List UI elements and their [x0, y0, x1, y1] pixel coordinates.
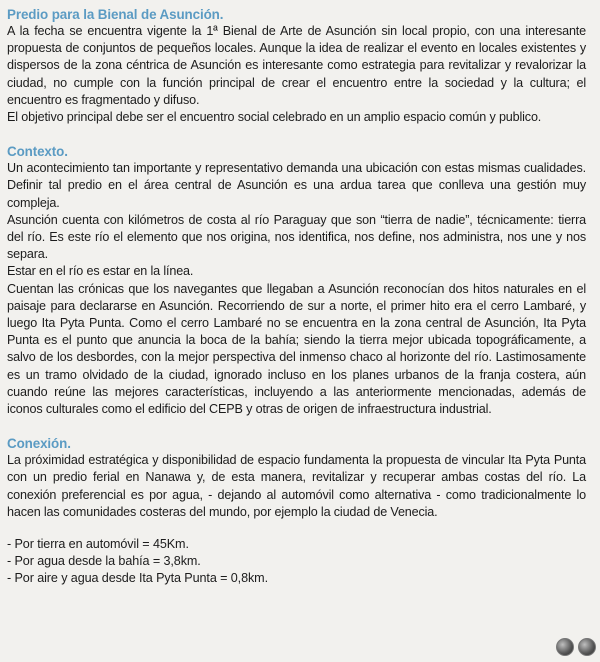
section-heading-contexto: Contexto. — [7, 144, 68, 160]
seal-icon — [578, 638, 596, 656]
paragraph: Asunción cuenta con kilómetros de costa al río Paraguay que son “tierra de nadie”, técnicamente: tierra del río. Es este río el elemento que nos origina, nos identifica, nos define, nos administra, nos une y nos separa. — [7, 212, 586, 262]
section-heading-bienal: Predio para la Bienal de Asunción. — [7, 7, 224, 22]
list-item: - Por agua desde la bahía = 3,8km. — [7, 554, 201, 569]
corner-badges — [556, 638, 596, 656]
paragraph: Un acontecimiento tan importante y representativo demanda una ubicación con estas mismas cualidades. Definir tal predio en el área central de Asunción es una ardua tarea que conlleva una gestión muy compleja. — [7, 161, 586, 210]
list-item: - Por aire y agua desde Ita Pyta Punta = 0,8km. — [7, 571, 268, 586]
seal-icon — [556, 638, 574, 656]
distance-list — [7, 536, 586, 588]
paragraph: Estar en el río es estar en la línea. — [7, 264, 194, 279]
paragraph: A la fecha se encuentra vigente la 1ª Bienal de Arte de Asunción sin local propio, con una interesante propuesta de conjuntos de pequeños locales. Aunque la idea de realizar el evento en locales existentes y dispersos de la zona céntrica de Asunción es interesante como estrategia para revitalizar y revalorizar la ciudad, no cumple con la función principal de crear el encuentro entre la sociedad y la cultura; el encuentro es fragmentado y difuso. — [7, 24, 586, 107]
list-item: - Por tierra en automóvil = 45Km. — [7, 537, 189, 552]
paragraph: El objetivo principal debe ser el encuentro social celebrado en un amplio espacio común y publico. — [7, 110, 542, 125]
section-heading-conexion: Conexión. — [7, 436, 71, 452]
paragraph: Cuentan las crónicas que los navegantes que llegaban a Asunción reconocían dos hitos naturales en el paisaje para declararse en Asunción. Recorriendo de sur a norte, el primer hito era el cerro Lambaré, y luego Ita Pyta Punta. Como el cerro Lambaré no se encuentra en la zona central de Asunción, Ita Pyta Punta es el punto que anuncia la boca de la bahía; siendo la tierra mejor ubicada topográficamente, a salvo de los desbordes, con la mejor perspectiva del inmenso chaco al horizonte del río. Lastimosamente es un tramo olvidado de la ciudad, ignorado incluso en los planes urbanos de la franja costera, aún cuando reúne las mejores características, incluyendo a las anteriormente mencionadas, además de iconos culturales como el edificio del CEPB y otras de origen de infraestructura industrial. — [7, 281, 586, 417]
paragraph: La próximidad estratégica y disponibilidad de espacio fundamenta la propuesta de vincular Ita Pyta Punta con un predio ferial en Nanawa y, de esta manera, revitalizar y recuperar ambas costas del río. La conexión preferencial es por agua, - dejando al automóvil como alternativa - como tradicionalmente lo hacen las comunidades costeras del mundo, por ejemplo la ciudad de Venecia. — [7, 453, 586, 519]
